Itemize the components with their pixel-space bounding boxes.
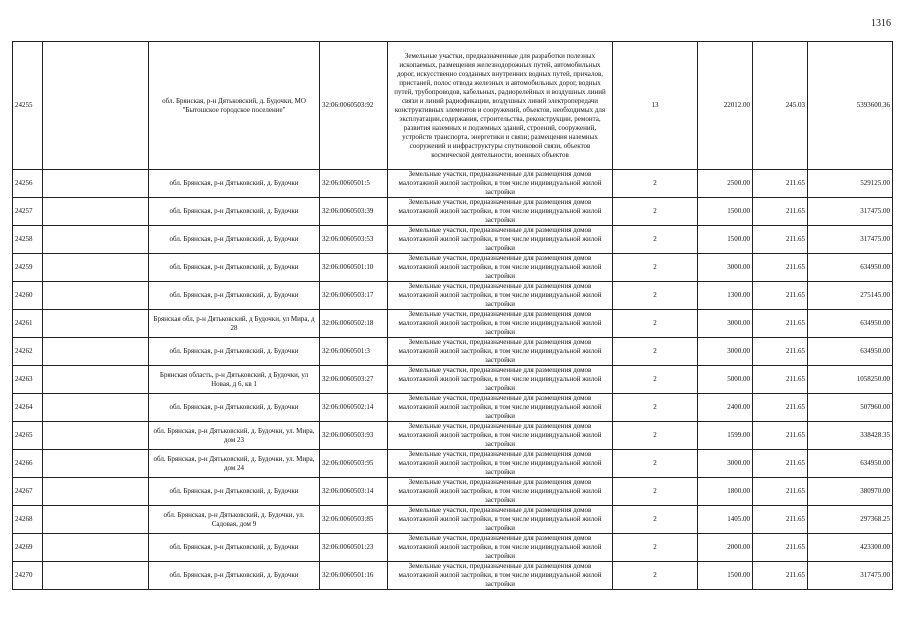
area-cell: 1500.00 xyxy=(698,198,753,226)
specific-value-cell: 211.65 xyxy=(753,478,808,506)
cadastral-number-cell: 32:06:0060503:95 xyxy=(320,450,388,478)
cadastral-value-cell: 634950.00 xyxy=(808,310,893,338)
specific-value-cell: 211.65 xyxy=(753,310,808,338)
cadastral-number-cell: 32:06:0060501:16 xyxy=(320,562,388,590)
empty-cell xyxy=(43,42,149,170)
use-group-cell: 2 xyxy=(613,450,698,478)
permitted-use-cell: Земельные участки, предназначенные для размещения домов малоэтажной жилой застройки, в том числе индивидуальной жилой застройки xyxy=(388,226,613,254)
area-cell: 1599.00 xyxy=(698,422,753,450)
use-group-cell: 2 xyxy=(613,422,698,450)
empty-cell xyxy=(43,366,149,394)
specific-value-cell: 211.65 xyxy=(753,506,808,534)
cadastral-number-cell: 32:06:0060501:23 xyxy=(320,534,388,562)
specific-value-cell: 211.65 xyxy=(753,170,808,198)
use-group-cell: 2 xyxy=(613,562,698,590)
use-group-cell: 2 xyxy=(613,198,698,226)
cadastral-number-cell: 32:06:0060502:18 xyxy=(320,310,388,338)
use-group-cell: 2 xyxy=(613,534,698,562)
permitted-use-cell: Земельные участки, предназначенные для размещения домов малоэтажной жилой застройки, в том числе индивидуальной жилой застройки xyxy=(388,534,613,562)
address-cell: обл. Брянская, р-н Дятьковский, д. Будочки xyxy=(149,198,320,226)
specific-value-cell: 211.65 xyxy=(753,282,808,310)
cadastral-value-cell: 338428.35 xyxy=(808,422,893,450)
address-cell: обл. Брянская, р-н Дятьковский, д. Будочки xyxy=(149,282,320,310)
permitted-use-cell: Земельные участки, предназначенные для размещения домов малоэтажной жилой застройки, в том числе индивидуальной жилой застройки xyxy=(388,170,613,198)
empty-cell xyxy=(43,282,149,310)
empty-cell xyxy=(43,310,149,338)
cadastral-value-cell: 380970.00 xyxy=(808,478,893,506)
permitted-use-cell: Земельные участки, предназначенные для размещения домов малоэтажной жилой застройки, в том числе индивидуальной жилой застройки xyxy=(388,506,613,534)
address-cell: Брянская область, р-н Дятьковский, д Будочки, ул Новая, д 6, кв 1 xyxy=(149,366,320,394)
cadastral-value-cell: 423300.00 xyxy=(808,534,893,562)
area-cell: 1500.00 xyxy=(698,226,753,254)
record-number-cell: 24258 xyxy=(13,226,43,254)
cadastral-value-cell: 317475.00 xyxy=(808,198,893,226)
empty-cell xyxy=(43,198,149,226)
address-cell: обл. Брянская, р-н Дятьковский, д. Будочки xyxy=(149,338,320,366)
table-row xyxy=(13,534,893,562)
empty-cell xyxy=(43,450,149,478)
page-number: 1316 xyxy=(871,18,891,29)
record-number-cell: 24260 xyxy=(13,282,43,310)
specific-value-cell: 211.65 xyxy=(753,226,808,254)
use-group-cell: 2 xyxy=(613,310,698,338)
address-cell: обл. Брянская, р-н Дятьковский, д. Будочки xyxy=(149,562,320,590)
use-group-cell: 2 xyxy=(613,282,698,310)
cadastral-number-cell: 32:06:0060503:92 xyxy=(320,42,388,170)
cadastral-value-cell: 317475.00 xyxy=(808,562,893,590)
cadastral-value-cell: 317475.00 xyxy=(808,226,893,254)
empty-cell xyxy=(43,338,149,366)
table-row xyxy=(13,198,893,226)
address-cell: обл. Брянская, р-н Дятьковский, д. Будочки xyxy=(149,478,320,506)
permitted-use-cell: Земельные участки, предназначенные для размещения домов малоэтажной жилой застройки, в том числе индивидуальной жилой застройки xyxy=(388,562,613,590)
record-number-cell: 24270 xyxy=(13,562,43,590)
area-cell: 3000.00 xyxy=(698,310,753,338)
table-row xyxy=(13,254,893,282)
use-group-cell: 2 xyxy=(613,254,698,282)
specific-value-cell: 211.65 xyxy=(753,254,808,282)
table-row xyxy=(13,394,893,422)
empty-cell xyxy=(43,478,149,506)
area-cell: 2000.00 xyxy=(698,534,753,562)
cadastral-value-cell: 297368.25 xyxy=(808,506,893,534)
record-number-cell: 24257 xyxy=(13,198,43,226)
area-cell: 22012.00 xyxy=(698,42,753,170)
record-number-cell: 24255 xyxy=(13,42,43,170)
cadastral-value-cell: 1058250.00 xyxy=(808,366,893,394)
use-group-cell: 2 xyxy=(613,506,698,534)
address-cell: обл. Брянская, р-н Дятьковский, д. Будочки, ул. Мира, дом 23 xyxy=(149,422,320,450)
specific-value-cell: 211.65 xyxy=(753,366,808,394)
area-cell: 2400.00 xyxy=(698,394,753,422)
area-cell: 1500.00 xyxy=(698,562,753,590)
record-number-cell: 24261 xyxy=(13,310,43,338)
empty-cell xyxy=(43,226,149,254)
use-group-cell: 2 xyxy=(613,170,698,198)
cadastral-number-cell: 32:06:0060502:14 xyxy=(320,394,388,422)
record-number-cell: 24268 xyxy=(13,506,43,534)
empty-cell xyxy=(43,170,149,198)
address-cell: обл. Брянская, р-н Дятьковский, д. Будочки, ул. Садовая, дом 9 xyxy=(149,506,320,534)
permitted-use-cell: Земельные участки, предназначенные для размещения домов малоэтажной жилой застройки, в том числе индивидуальной жилой застройки xyxy=(388,310,613,338)
permitted-use-cell: Земельные участки, предназначенные для размещения домов малоэтажной жилой застройки, в том числе индивидуальной жилой застройки xyxy=(388,394,613,422)
cadastral-number-cell: 32:06:0060501:10 xyxy=(320,254,388,282)
address-cell: Брянская обл, р-н Дятьковский, д Будочки, ул Мира, д 28 xyxy=(149,310,320,338)
area-cell: 5000.00 xyxy=(698,366,753,394)
record-number-cell: 24269 xyxy=(13,534,43,562)
land-plots-table xyxy=(12,41,893,590)
specific-value-cell: 211.65 xyxy=(753,422,808,450)
cadastral-value-cell: 634950.00 xyxy=(808,254,893,282)
use-group-cell: 2 xyxy=(613,394,698,422)
table-row xyxy=(13,562,893,590)
permitted-use-cell: Земельные участки, предназначенные для размещения домов малоэтажной жилой застройки, в том числе индивидуальной жилой застройки xyxy=(388,450,613,478)
table-row xyxy=(13,310,893,338)
specific-value-cell: 211.65 xyxy=(753,198,808,226)
use-group-cell: 2 xyxy=(613,338,698,366)
table-row xyxy=(13,478,893,506)
specific-value-cell: 211.65 xyxy=(753,450,808,478)
cadastral-number-cell: 32:06:0060503:27 xyxy=(320,366,388,394)
empty-cell xyxy=(43,506,149,534)
cadastral-number-cell: 32:06:0060501:5 xyxy=(320,170,388,198)
record-number-cell: 24256 xyxy=(13,170,43,198)
area-cell: 1405.00 xyxy=(698,506,753,534)
specific-value-cell: 245.03 xyxy=(753,42,808,170)
cadastral-value-cell: 5393600.36 xyxy=(808,42,893,170)
table-body xyxy=(13,42,893,590)
permitted-use-cell: Земельные участки, предназначенные для размещения домов малоэтажной жилой застройки, в том числе индивидуальной жилой застройки xyxy=(388,422,613,450)
area-cell: 3000.00 xyxy=(698,338,753,366)
cadastral-value-cell: 634950.00 xyxy=(808,338,893,366)
empty-cell xyxy=(43,422,149,450)
permitted-use-cell: Земельные участки, предназначенные для размещения домов малоэтажной жилой застройки, в том числе индивидуальной жилой застройки xyxy=(388,198,613,226)
table-row xyxy=(13,170,893,198)
use-group-cell: 2 xyxy=(613,226,698,254)
use-group-cell: 2 xyxy=(613,366,698,394)
permitted-use-cell: Земельные участки, предназначенные для размещения домов малоэтажной жилой застройки, в том числе индивидуальной жилой застройки xyxy=(388,366,613,394)
table-row xyxy=(13,42,893,170)
cadastral-number-cell: 32:06:0060503:39 xyxy=(320,198,388,226)
record-number-cell: 24263 xyxy=(13,366,43,394)
cadastral-value-cell: 634950.00 xyxy=(808,450,893,478)
empty-cell xyxy=(43,534,149,562)
address-cell: обл. Брянская, р-н Дятьковский, д. Будочки xyxy=(149,394,320,422)
table-row xyxy=(13,226,893,254)
permitted-use-cell: Земельные участки, предназначенные для размещения домов малоэтажной жилой застройки, в том числе индивидуальной жилой застройки xyxy=(388,282,613,310)
permitted-use-cell: Земельные участки, предназначенные для размещения домов малоэтажной жилой застройки, в том числе индивидуальной жилой застройки xyxy=(388,254,613,282)
record-number-cell: 24259 xyxy=(13,254,43,282)
use-group-cell: 2 xyxy=(613,478,698,506)
area-cell: 1300.00 xyxy=(698,282,753,310)
empty-cell xyxy=(43,562,149,590)
record-number-cell: 24264 xyxy=(13,394,43,422)
area-cell: 1800.00 xyxy=(698,478,753,506)
permitted-use-cell: Земельные участки, предназначенные для размещения домов малоэтажной жилой застройки, в том числе индивидуальной жилой застройки xyxy=(388,478,613,506)
table-row xyxy=(13,450,893,478)
empty-cell xyxy=(43,394,149,422)
specific-value-cell: 211.65 xyxy=(753,338,808,366)
table-row xyxy=(13,338,893,366)
record-number-cell: 24262 xyxy=(13,338,43,366)
cadastral-number-cell: 32:06:0060503:53 xyxy=(320,226,388,254)
table-row xyxy=(13,282,893,310)
cadastral-number-cell: 32:06:0060503:93 xyxy=(320,422,388,450)
area-cell: 3000.00 xyxy=(698,254,753,282)
specific-value-cell: 211.65 xyxy=(753,562,808,590)
cadastral-number-cell: 32:06:0060501:3 xyxy=(320,338,388,366)
empty-cell xyxy=(43,254,149,282)
record-number-cell: 24267 xyxy=(13,478,43,506)
cadastral-value-cell: 529125.00 xyxy=(808,170,893,198)
address-cell: обл. Брянская, р-н Дятьковский, д. Будочки, МО "Бытошское городское поселение" xyxy=(149,42,320,170)
address-cell: обл. Брянская, р-н Дятьковский, д. Будочки xyxy=(149,534,320,562)
cadastral-value-cell: 275145.00 xyxy=(808,282,893,310)
address-cell: обл. Брянская, р-н Дятьковский, д. Будочки xyxy=(149,226,320,254)
permitted-use-cell: Земельные участки, предназначенные для размещения домов малоэтажной жилой застройки, в том числе индивидуальной жилой застройки xyxy=(388,338,613,366)
record-number-cell: 24266 xyxy=(13,450,43,478)
area-cell: 2500.00 xyxy=(698,170,753,198)
table-row xyxy=(13,366,893,394)
address-cell: обл. Брянская, р-н Дятьковский, д. Будочки xyxy=(149,170,320,198)
cadastral-number-cell: 32:06:0060503:17 xyxy=(320,282,388,310)
cadastral-value-cell: 507960.00 xyxy=(808,394,893,422)
address-cell: обл. Брянская, р-н Дятьковский, д. Будочки, ул. Мира, дом 24 xyxy=(149,450,320,478)
record-number-cell: 24265 xyxy=(13,422,43,450)
area-cell: 3000.00 xyxy=(698,450,753,478)
table-row xyxy=(13,422,893,450)
permitted-use-cell: Земельные участки, предназначенные для разработки полезных ископаемых, размещения железнодорожных путей, автомобильных дорог, искусственно созданных внутренних водных путей, причалов, пристаней, полос отвода железных и автомобильных дорог, водных путей, трубопроводов, кабельных, радиорелейных и воздушных линий связи и линий радиофикации, воздушных линий электропередачи конструктивных элементов и сооружений, объектов, необходимых для эксплуатации,содержания, строительства, реконструкции, ремонта, развития наземных и подземных зданий, строений, сооружений, устройств транспорта, энергетики и связи; размещения наземных сооружений и инфраструктуры спутниковой связи, объектов космической деятельности, военных объектов xyxy=(388,42,613,170)
cadastral-number-cell: 32:06:0060503:14 xyxy=(320,478,388,506)
address-cell: обл. Брянская, р-н Дятьковский, д. Будочки xyxy=(149,254,320,282)
table-row xyxy=(13,506,893,534)
specific-value-cell: 211.65 xyxy=(753,394,808,422)
specific-value-cell: 211.65 xyxy=(753,534,808,562)
cadastral-number-cell: 32:06:0060503:85 xyxy=(320,506,388,534)
use-group-cell: 13 xyxy=(613,42,698,170)
